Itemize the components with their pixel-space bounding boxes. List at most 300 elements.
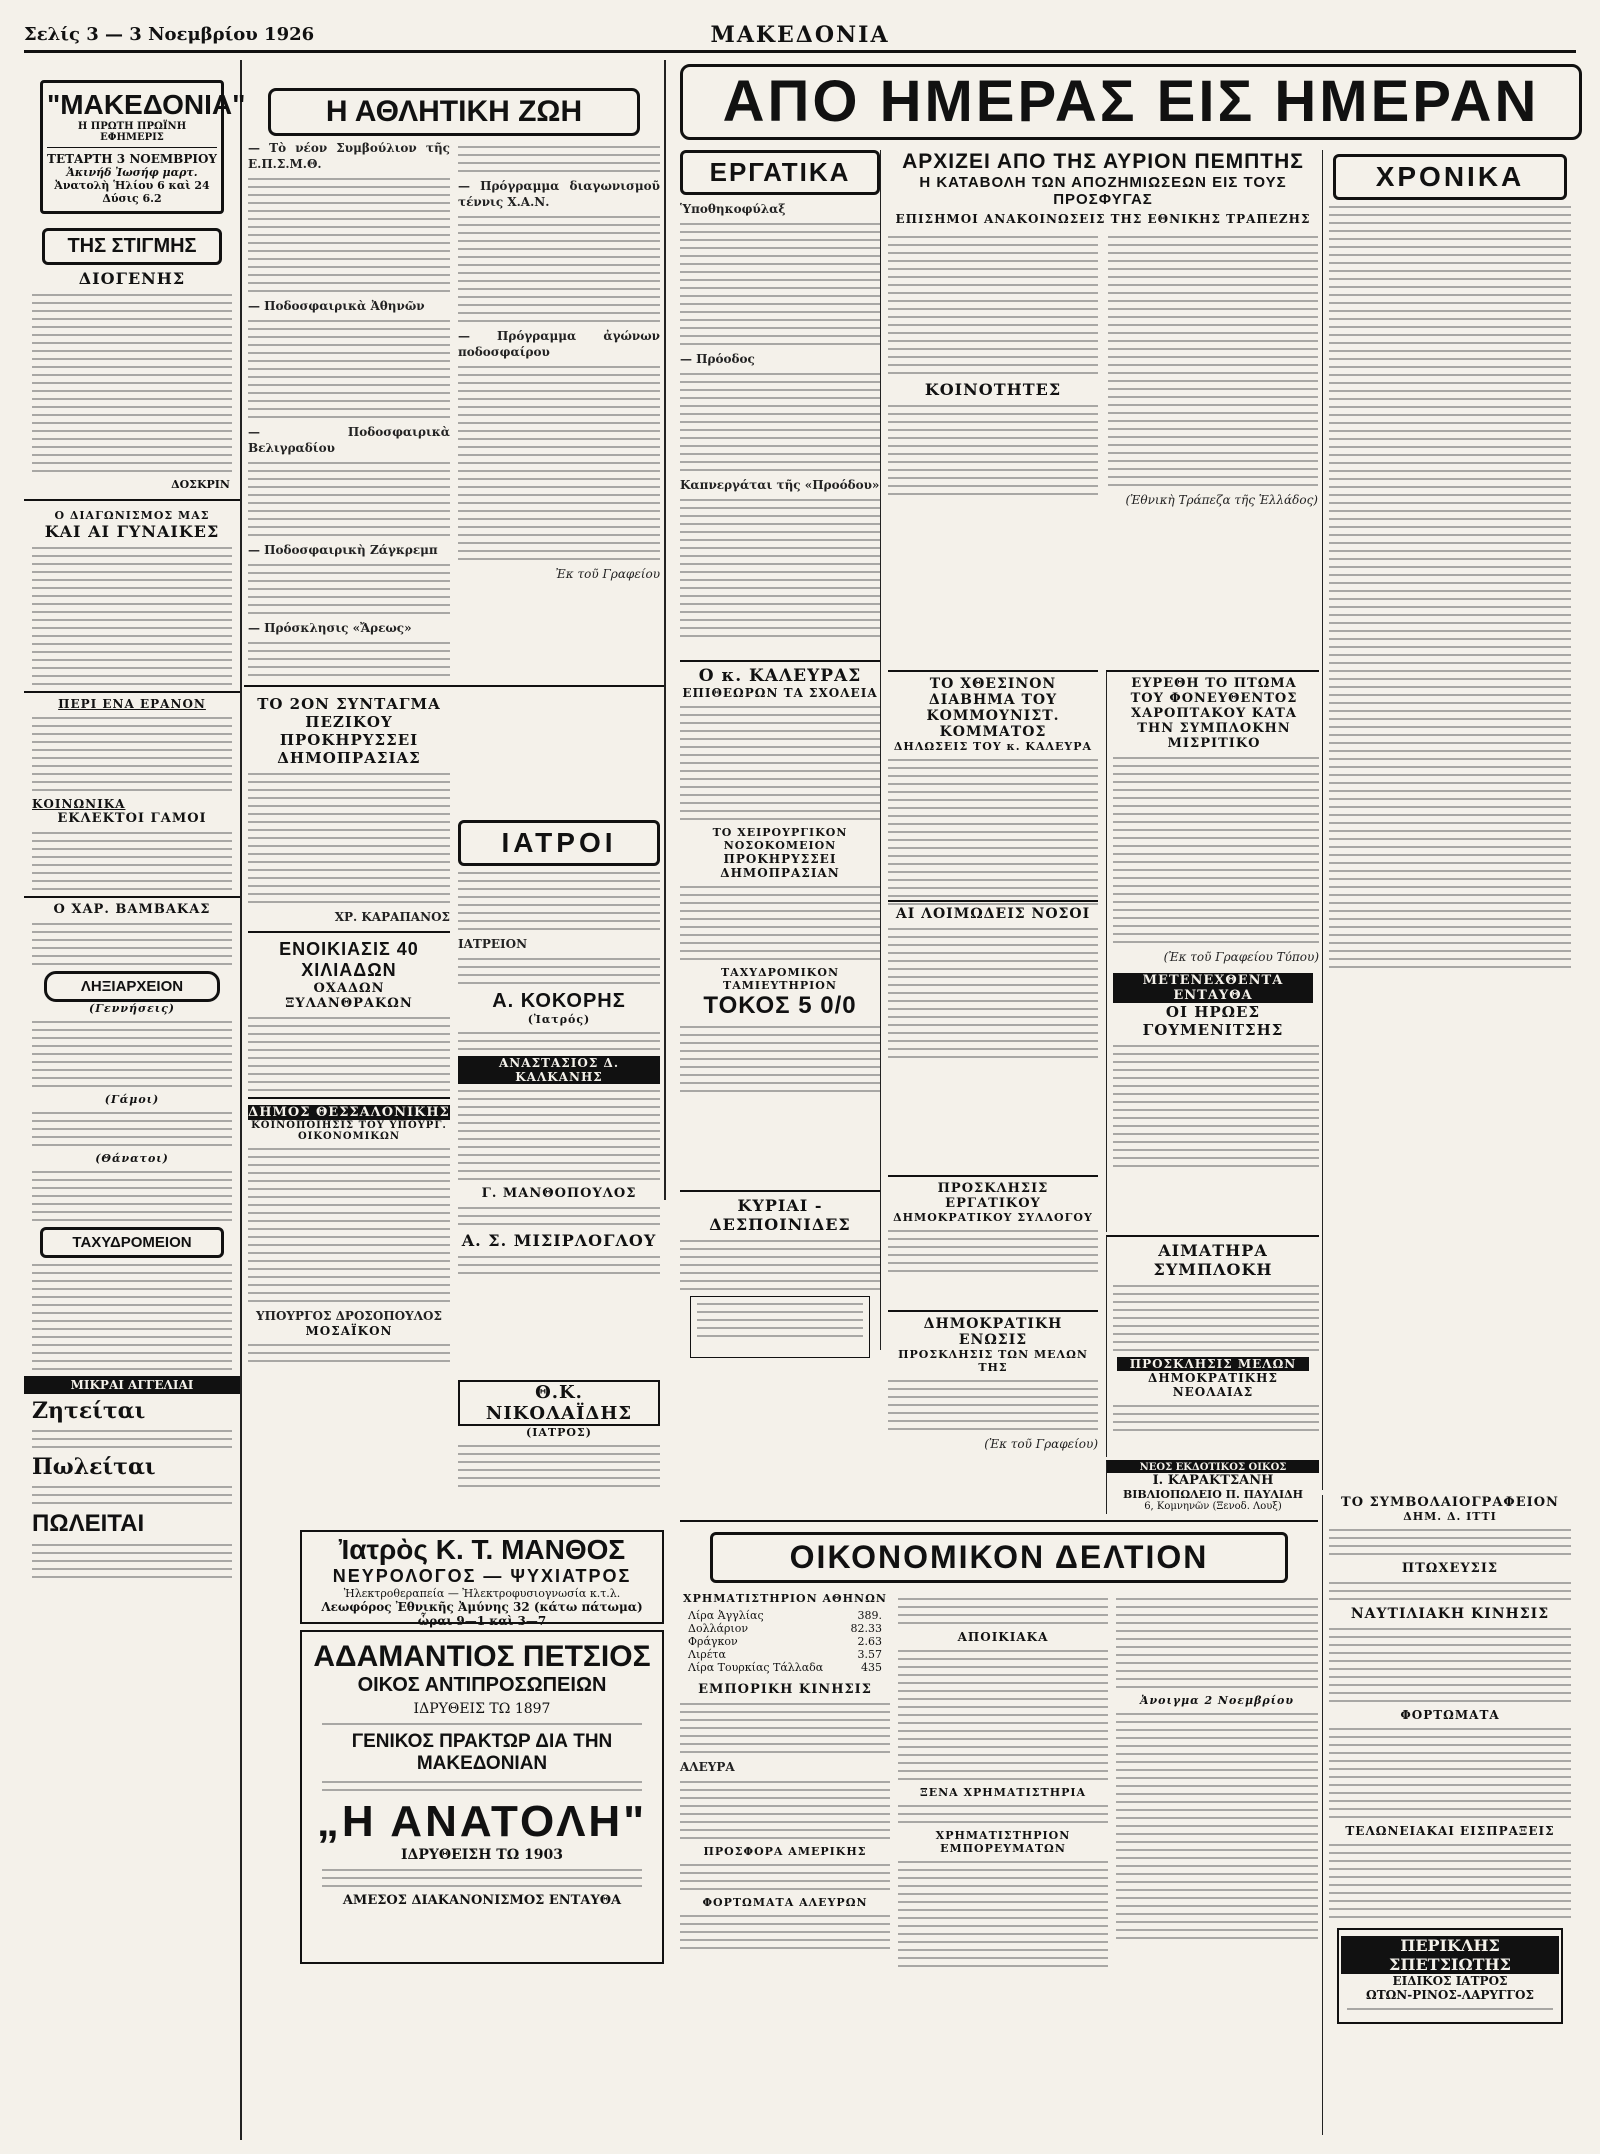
text-block [458,872,660,930]
text-line [1116,1713,1318,1715]
text-line [248,604,450,606]
ergatiki-subtitle: ΔΗΜΟΚΡΑΤΙΚΟΥ ΣΥΛΛΟΓΟΥ [893,1211,1093,1224]
text-line [1329,1792,1571,1794]
text-line [1329,1776,1571,1778]
text-line [1329,438,1571,440]
text-line [888,356,1098,358]
text-line [32,595,232,597]
karaktsani-name: Ι. ΚΑΡΑΚΤΣΑΝΗ [1152,1473,1274,1488]
text-line [1329,806,1571,808]
text-line [680,958,880,960]
text-line [888,879,1098,881]
text-block [248,773,450,903]
iatreion-label: ΙΑΤΡΕΙΟΝ [458,937,528,951]
komm-subtitle: ΔΗΛΩΣΕΙΣ ΤΟΥ κ. ΚΑΛΕΥΡΑ [893,740,1093,753]
text-line [248,1164,450,1166]
text-line [32,725,232,727]
text-line [32,302,232,304]
text-line [1329,486,1571,488]
text-line [1108,444,1318,446]
text-block [458,1207,660,1225]
sport-subcol-1 [248,140,450,682]
text-block [898,1805,1108,1823]
text-line [248,893,450,895]
text-line [1113,1285,1319,1287]
text-line [1113,1325,1319,1327]
text-line [888,469,1098,471]
text-line [248,1180,450,1182]
text-line [1329,286,1571,288]
text-line [888,292,1098,294]
iroes-title: ΟΙ ΗΡΩΕΣ ΓΟΥΜΕΝΙΤΣΗΣ [1142,1003,1284,1039]
text-line [1116,1809,1318,1811]
text-line [1329,870,1571,872]
text-line [1329,582,1571,584]
text-line [248,789,450,791]
text-line [680,311,880,313]
text-line [680,926,880,928]
text-line [680,247,880,249]
text-line [32,1112,232,1114]
text-line [248,1073,450,1075]
enoikiasis-title: ΕΝΟΙΚΙΑΣΙΣ 40 ΧΙΛΙΑΔΩΝ [279,939,419,980]
lead-kicker: ΕΠΙΣΗΜΟΙ ΑΝΑΚΟΙΝΩΣΕΙΣ ΤΗΣ ΕΘΝΙΚΗΣ ΤΡΑΠΕΖΗΣ [895,212,1311,226]
sunrise-line: Ἀνατολὴ Ἡλίου 6 καὶ 24 [54,179,210,192]
text-line [680,1034,880,1036]
text-line [1329,254,1571,256]
text-line [248,1148,450,1150]
text-line [680,1090,880,1092]
text-line [458,470,660,472]
text-line [1329,342,1571,344]
text-block [680,499,880,637]
dimos-subtitle: ΚΟΙΝΟΠΟΙΗΣΙΣ ΤΟΥ ΥΠΟΥΡΓ. ΟΙΚΟΝΟΜΙΚΩΝ [251,1120,447,1142]
text-line [1116,1654,1318,1656]
text-line [32,963,232,965]
text-line [248,1276,450,1278]
text-line [248,494,450,496]
text-line [458,1178,660,1180]
text-line [248,1260,450,1262]
text-line [32,1446,232,1448]
text-line [888,477,1098,479]
text-line [680,397,880,399]
text-line [888,775,1098,777]
text-line [1329,510,1571,512]
text-line [680,1872,890,1874]
text-line [680,1240,880,1242]
text-line [680,1923,890,1925]
text-line [322,1877,642,1879]
text-line [248,1292,450,1294]
text-line [248,242,450,244]
text-line [888,308,1098,310]
text-line [248,352,450,354]
text-line [1329,694,1571,696]
text-line [32,733,232,735]
text-line [1113,797,1319,799]
text-line [248,1041,450,1043]
sport-subcol-2 [458,140,660,582]
text-line [1113,805,1319,807]
text-line [1329,366,1571,368]
text-line [458,406,660,408]
karaktsani-address: 6, Κομνηνῶν (Ξενοδ. Λουξ) [1144,1501,1282,1512]
text-line [1108,308,1318,310]
text-line [1108,260,1318,262]
text-line [680,421,880,423]
text-block [248,1017,450,1091]
text-line [32,683,232,685]
text-line [888,437,1098,439]
text-line [680,515,880,517]
text-line [697,1319,863,1321]
loimodeis-title: ΑΙ ΛΟΙΜΩΔΕΙΣ ΝΟΣΟΙ [895,906,1091,922]
dimos-title: ΔΗΜΟΣ ΘΕΣΣΑΛΟΝΙΚΗΣ [248,1105,450,1120]
text-line [680,587,880,589]
text-line [680,1074,880,1076]
text-line [888,992,1098,994]
text-line [458,1477,660,1479]
text-line [1113,845,1319,847]
fortomata-title: ΦΟΡΤΩΜΑΤΑ ΑΛΕΥΡΩΝ [702,1896,868,1909]
text-line [1116,1833,1318,1835]
text-line [458,240,660,242]
text-line [680,1288,880,1290]
text-line [248,510,450,512]
text-line [32,1502,232,1504]
text-line [1329,846,1571,848]
text-line [898,1941,1108,1943]
neolaia-title: ΠΡΟΣΚΛΗΣΙΣ ΜΕΛΩΝ [1117,1357,1309,1371]
text-line [1329,606,1571,608]
kyriai-title: ΚΥΡΙΑΙ - ΔΕΣΠΟΙΝΙΔΕΣ [709,1196,851,1234]
text-block [458,146,660,172]
text-line [1329,934,1571,936]
text-block [248,642,450,676]
text-line [248,1065,450,1067]
text-line [1116,1929,1318,1931]
text-line [32,717,232,719]
text-line [888,324,1098,326]
text-line [1108,236,1318,238]
eranos-text [32,717,232,791]
text-line [458,1154,660,1156]
stigmi-text [32,294,232,472]
text-line [248,596,450,598]
text-line [888,1254,1098,1256]
text-line [1329,886,1571,888]
weddings-title: ΕΚΛΕΚΤΟΙ ΓΑΜΟΙ [57,811,207,826]
hypoth-kicker: Ὑποθηκοφύλαξ [680,202,786,216]
text-line [680,571,880,573]
text-line [888,268,1098,270]
text-line [888,831,1098,833]
text-line [1329,1900,1571,1902]
text-line [248,392,450,394]
text-block [248,178,450,292]
text-line [32,1368,232,1370]
text-line [888,1008,1098,1010]
text-line [248,202,450,204]
text-line [1113,933,1319,935]
text-line [32,603,232,605]
text-line [248,572,450,574]
text-line [898,1650,1108,1652]
text-line [248,234,450,236]
text-line [1113,781,1319,783]
text-line [680,1256,880,1258]
karaktsani-ad [1106,1460,1319,1514]
kommunist-story [888,670,1098,892]
text-line [680,1082,880,1084]
text-line [888,284,1098,286]
text-line [32,1544,232,1546]
text-block [458,1445,660,1487]
text-line [458,1453,660,1455]
text-line [1329,878,1571,880]
text-line [32,939,232,941]
text-line [1329,1808,1571,1810]
text-line [1108,380,1318,382]
text-line [1329,262,1571,264]
text-line [898,1805,1108,1807]
text-line [888,1032,1098,1034]
text-line [248,821,450,823]
text-line [1108,284,1318,286]
text-line [32,350,232,352]
text-line [458,534,660,536]
anatoli-founded: ΙΔΡΥΘΕΙΣΗ ΤΩ 1903 [400,1847,564,1863]
text-line [680,762,880,764]
text-line [248,1188,450,1190]
text-line [32,1320,232,1322]
text-line [248,845,450,847]
text-block [322,1723,642,1725]
metenechtheisa-title: ΜΕΤΕΝΕΧΘΕΝΤΑ ΕΝΤΑΥΘΑ [1113,973,1313,1003]
text-line [32,856,232,858]
text-line [248,368,450,370]
text-line [248,376,450,378]
text-line [1116,1841,1318,1843]
text-block [322,1781,642,1791]
text-line [248,612,450,614]
text-line [1113,1309,1319,1311]
text-line [888,1024,1098,1026]
text-block [322,1869,642,1887]
text-line [888,807,1098,809]
text-line [680,1829,890,1831]
text-line [458,1264,660,1266]
text-line [680,786,880,788]
text-line [458,232,660,234]
text-line [680,1880,890,1882]
text-line [248,861,450,863]
text-line [32,667,232,669]
text-line [898,1762,1108,1764]
sport-item-4: — Ποδοσφαιρικὴ Ζάγκρεμπ [248,543,438,557]
text-line [697,1327,863,1329]
text-line [1329,1744,1571,1746]
text-line [32,1438,232,1440]
text-line [898,1746,1108,1748]
prodos-kicker: — Πρόοδος [680,352,755,366]
text-line [888,783,1098,785]
text-line [888,1420,1098,1422]
text-line [32,579,232,581]
text-line [1113,1413,1319,1415]
text-line [888,871,1098,873]
sport-section [244,60,666,1338]
text-line [458,280,660,282]
text-line [458,1170,660,1172]
text-line [32,1037,232,1039]
text-line [458,304,660,306]
text-line [680,343,880,345]
text-line [248,470,450,472]
text-block [680,1864,890,1890]
text-line [680,1837,890,1839]
text-line [1329,614,1571,616]
loimodeis-story [888,900,1098,1172]
text-line [888,405,1098,407]
text-line [1108,276,1318,278]
text-line [32,1136,232,1138]
text-line [248,642,450,644]
masthead-strip [24,20,1576,53]
rate-row: Φράγκον 2.63 [688,1635,882,1648]
text-line [888,1056,1098,1058]
text-line [1113,1101,1319,1103]
page-info: Σελίς 3 — 3 Νοεμβρίου 1926 [24,24,315,45]
text-line [680,902,880,904]
text-line [1108,468,1318,470]
text-line [1116,1793,1318,1795]
text-line [680,1781,890,1783]
text-block [680,373,880,471]
text-line [898,1821,1108,1823]
text-line [1329,686,1571,688]
apoikika-title: ΑΠΟΙΚΙΑΚΑ [957,1630,1049,1644]
text-line [1329,630,1571,632]
text-block [458,958,660,984]
text-line [888,252,1098,254]
text-line [898,1674,1108,1676]
nautiliaka-title: ΝΑΥΤΙΛΙΑΚΗ ΚΙΝΗΣΙΣ [1350,1606,1550,1622]
text-line [888,1270,1098,1272]
text-line [1329,574,1571,576]
text-line [1329,414,1571,416]
post-title: ΤΑΧΥΔΡΟΜΕΙΟΝ [40,1227,224,1258]
text-line [1329,462,1571,464]
text-line [680,413,880,415]
text-line [1108,244,1318,246]
text-line [680,287,880,289]
text-line [1329,318,1571,320]
text-line [248,1360,450,1362]
text-line [1329,334,1571,336]
text-line [32,342,232,344]
text-line [248,797,450,799]
text-line [32,326,232,328]
text-line [1329,1868,1571,1870]
rate-row: Λιρέτα 3.57 [688,1648,882,1661]
karaktsani-shop: ΒΙΒΛΙΟΠΩΛΕΙΟ Π. ΠΑΥΛΙΔΗ [1122,1488,1304,1501]
text-line [32,675,232,677]
text-line [888,300,1098,302]
anatoli-footer: ΑΜΕΣΟΣ ΔΙΑΚΑΝΟΝΙΣΜΟΣ ΕΝΤΑΥΘΑ [342,1893,622,1908]
small-ads-title: ΜΙΚΡΑΙ ΑΓΓΕΛΙΑΙ [24,1376,240,1394]
small-ad-2-text [32,1486,232,1504]
text-line [458,928,660,930]
text-line [1329,350,1571,352]
text-line [458,1469,660,1471]
text-line [32,1552,232,1554]
text-line [898,1622,1108,1624]
text-line [888,839,1098,841]
text-line [888,316,1098,318]
text-block [680,1915,890,1949]
stigmi-signature: ΔΟΣΚΡΙΝ [171,478,230,491]
text-line [1116,1606,1318,1608]
ptoma-title: ΕΥΡΕΘΗ ΤΟ ΠΤΩΜΑ ΤΟΥ ΦΟΝΕΥΘΕΝΤΟΣ ΧΑΡΟΠΤΑΚΟΥ ΚΑΤΑ ΤΗΝ ΣΥΜΠΛΟΚΗΝ ΜΙΣΡΙΤΙΚΟ [1130,676,1298,751]
text-line [1329,518,1571,520]
text-block [1113,1405,1319,1431]
text-line [1329,830,1571,832]
text-line [458,224,660,226]
text-line [32,1560,232,1562]
registry-births: (Γεννήσεις) [89,1002,175,1015]
text-line [248,320,450,322]
spetsiotis-sub: ΕΙΔΙΚΟΣ ΙΑΤΡΟΣ [1392,1974,1508,1988]
text-line [1329,206,1571,208]
text-block [898,1598,1108,1624]
text-line [888,984,1098,986]
text-line [680,1050,880,1052]
text-line [680,389,880,391]
text-block [1329,206,1571,968]
petsios-line3: ΓΕΝΙΚΟΣ ΠΡΑΚΤΩΡ ΔΙΑ ΤΗΝ ΜΑΚΕΔΟΝΙΑΝ [351,1731,613,1774]
sport-item-5: — Πρόσκλησις «Ἄρεως» [248,621,412,635]
text-line [1329,502,1571,504]
text-line [1113,885,1319,887]
text-line [458,1485,660,1487]
text-block [888,928,1098,1058]
text-block [248,1344,450,1362]
text-line [680,934,880,936]
text-line [1329,942,1571,944]
text-line [1108,364,1318,366]
text-line [1113,893,1319,895]
text-block [1329,1582,1571,1600]
text-line [888,1428,1098,1430]
text-line [248,829,450,831]
text-line [458,1445,660,1447]
text-line [32,446,232,448]
stigmi-title: ΤΗΣ ΣΤΙΓΜΗΣ [42,228,222,265]
women-title: ΚΑΙ ΑΙ ΓΥΝΑΙΚΕΣ [44,522,220,541]
text-line [680,918,880,920]
text-line [888,1040,1098,1042]
text-line [888,823,1098,825]
text-line [680,1947,890,1949]
text-line [680,1864,890,1866]
text-line [898,1698,1108,1700]
text-line [32,1304,232,1306]
text-line [680,635,880,637]
text-line [1329,910,1571,912]
text-block [888,405,1098,495]
